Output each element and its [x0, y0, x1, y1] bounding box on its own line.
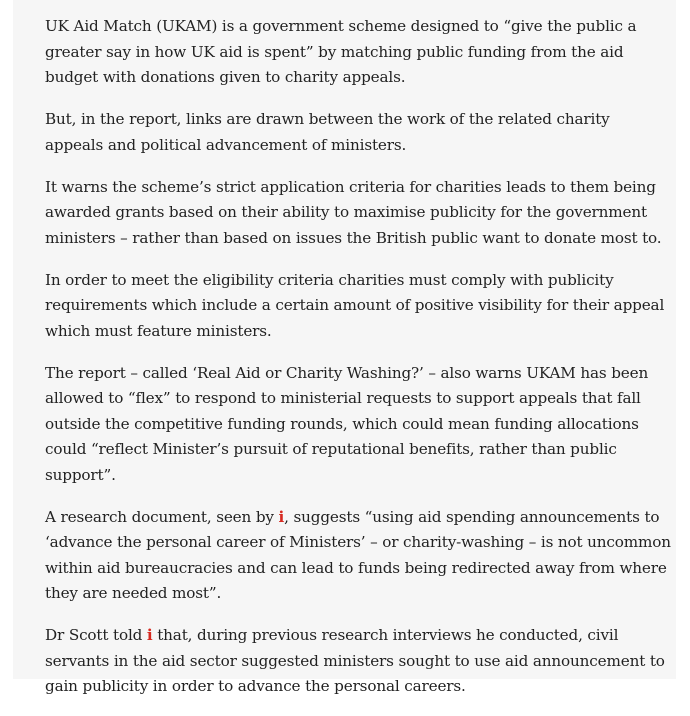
paragraph-report-links: But, in the report, links are drawn between the work of the related charity appeals and political advancement of ministers. — [45, 110, 610, 154]
paragraph-criteria-warning: It warns the scheme’s strict application criteria for charities leads to them being awarded grants based on their ability to maximise publicity for the government ministers – rather than based on issues the British public want to donate most to. — [45, 177, 662, 247]
paragraph-text: A research document, seen by — [45, 507, 279, 526]
article-body — [45, 14, 671, 716]
paragraph-research-document — [45, 505, 671, 607]
i-brand-link[interactable]: i — [146, 626, 153, 644]
paragraph-text: , suggests “using aid spending announcements to ‘advance the personal career of Ministers’ – or charity-washing – is not uncommon within aid bureaucracies and can lead to funds being redirected away from where they are needed most”. — [45, 507, 671, 602]
paragraph-ukam-intro: UK Aid Match (UKAM) is a government scheme designed to “give the public a greater say in how UK aid is spent” by matching public funding from the aid budget with donations given to charity appeals. — [45, 17, 637, 86]
paragraph-dr-scott — [45, 623, 671, 700]
paragraph-text: that, during previous research interviews he conducted, civil servants in the aid sector suggested ministers sought to use aid announcement to gain publicity in order to advance the personal careers. — [45, 626, 665, 695]
article-background — [13, 0, 676, 695]
paragraph-eligibility: In order to meet the eligibility criteria charities must comply with publicity requirements which include a certain amount of positive visibility for their appeal which must feature ministers. — [45, 270, 665, 340]
i-brand-link[interactable]: i — [278, 507, 285, 526]
paragraph-report-flex: The report – called ‘Real Aid or Charity Washing?’ – also warns UKAM has been allowed to “flex” to respond to ministerial requests to support appeals that fall outside the competitive funding rounds, which could mean funding allocations could “reflect Minister’s pursuit of reputational benefits, rather than public support”. — [45, 363, 649, 484]
paragraph-text: Dr Scott told — [45, 626, 147, 644]
